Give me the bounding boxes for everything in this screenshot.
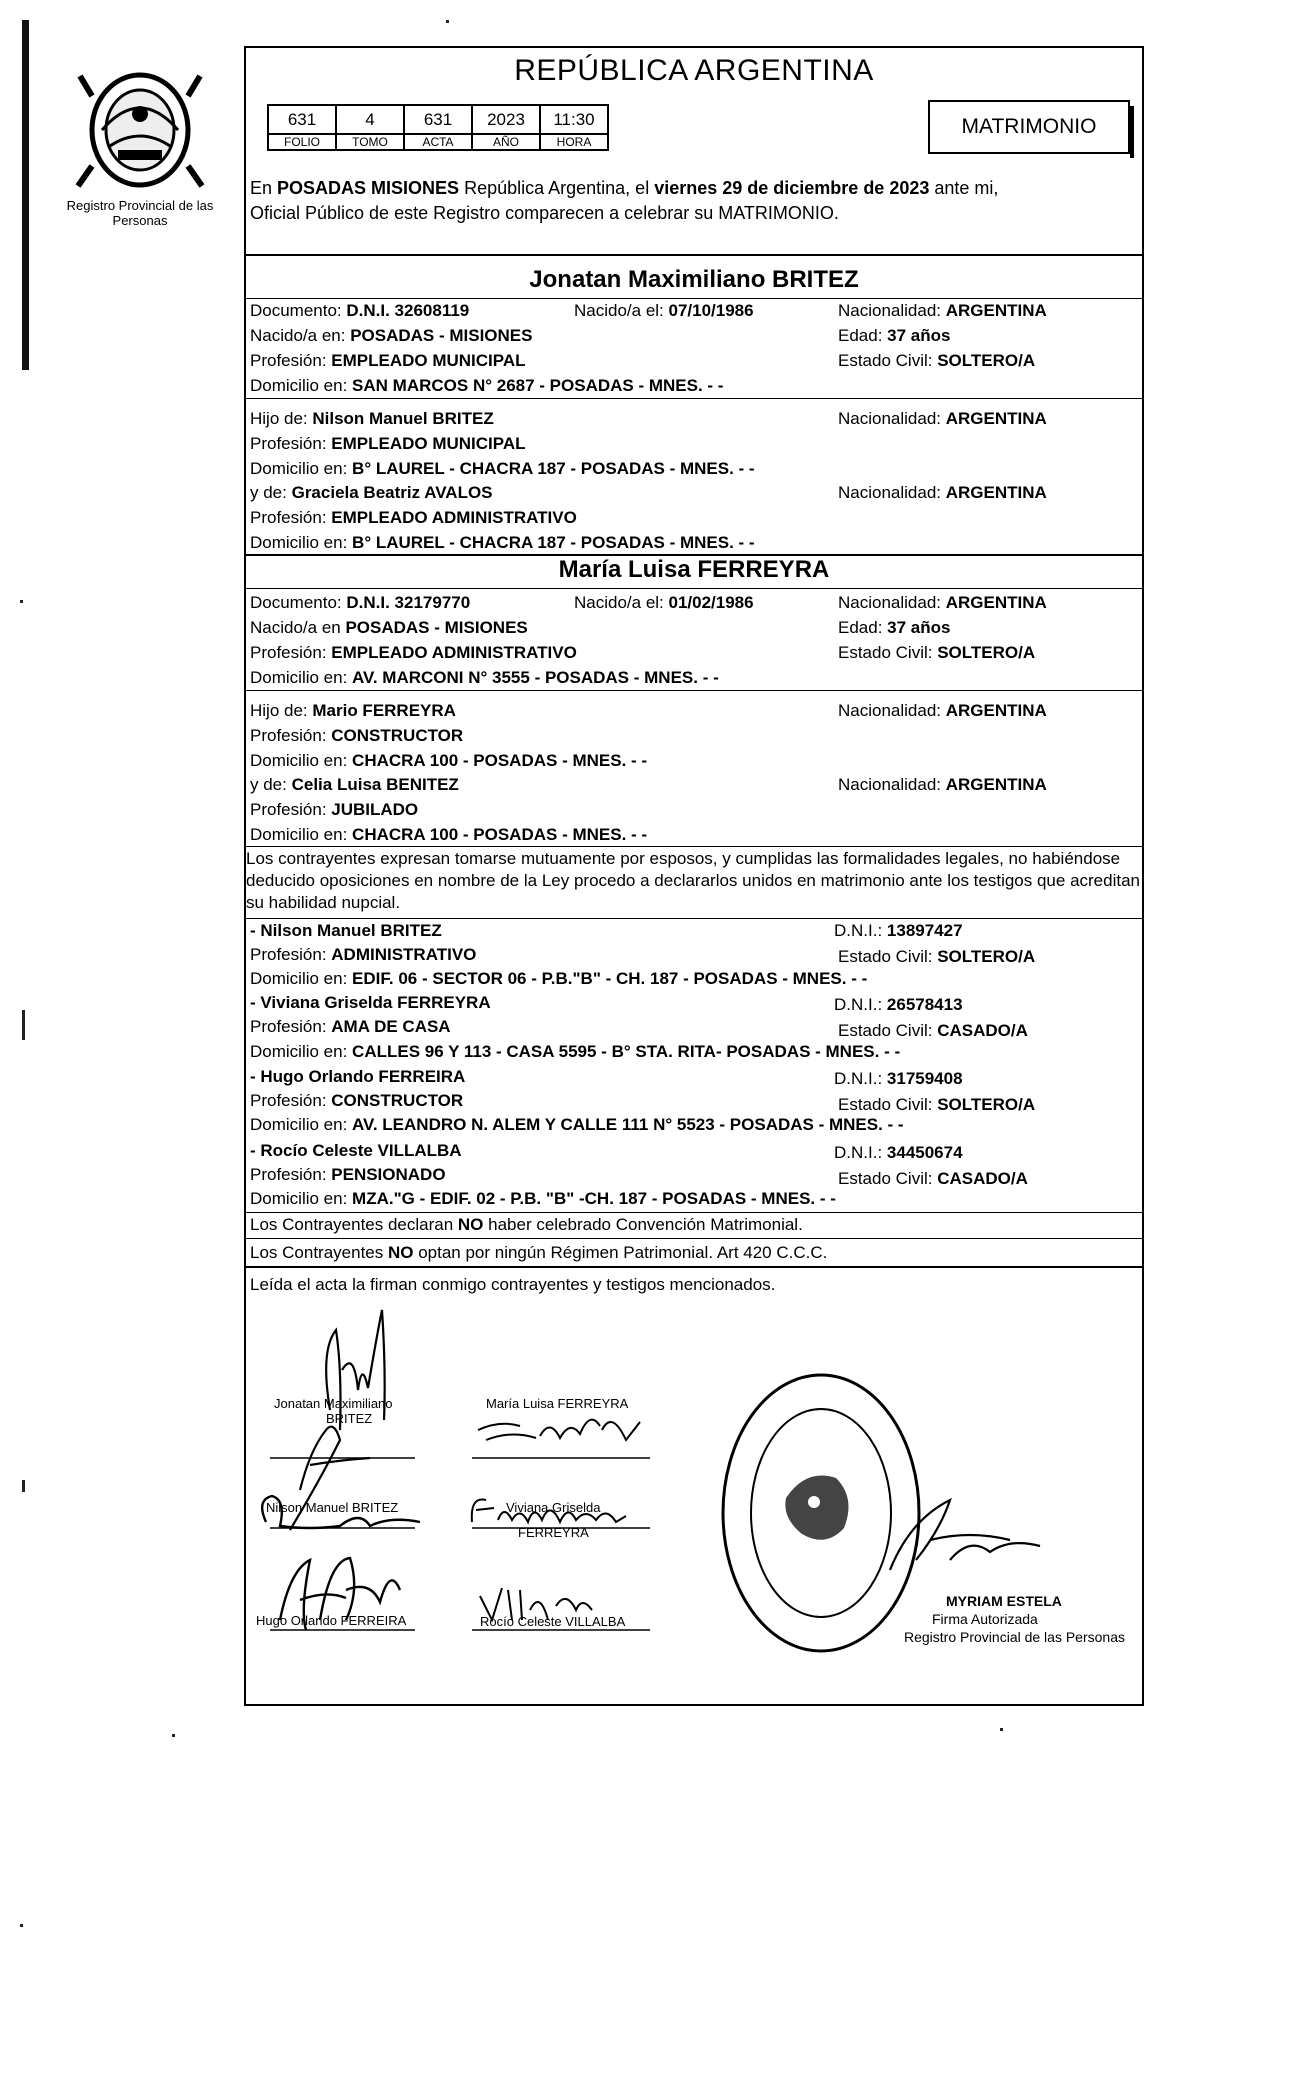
- hora-value: 11:30: [540, 105, 608, 134]
- witness3-civil-status: Estado Civil: SOLTERO/A: [838, 1095, 1036, 1114]
- scan-speck: [22, 1480, 25, 1492]
- witness2-civil-status: Estado Civil: CASADO/A: [838, 1021, 1028, 1040]
- divider: [244, 846, 1144, 847]
- spouse2-father: Hijo de: Mario FERREYRA: [250, 701, 456, 720]
- official-stamp-icon: [716, 1368, 926, 1658]
- spouse1-nationality: Nacionalidad: ARGENTINA: [838, 301, 1047, 320]
- spouse1-mother-nationality: Nacionalidad: ARGENTINA: [838, 483, 1047, 502]
- anio-label: AÑO: [472, 134, 540, 150]
- sig-label-hugo: Hugo Orlando FERREIRA: [256, 1613, 407, 1628]
- spouse1-father-profession: Profesión: EMPLEADO MUNICIPAL: [250, 434, 526, 453]
- spouse1-father-address: Domicilio en: B° LAUREL - CHACRA 187 - POSADAS - MNES. - -: [250, 459, 755, 478]
- acta-label: ACTA: [404, 134, 472, 150]
- scan-speck: [22, 1010, 25, 1040]
- divider: [244, 588, 1144, 589]
- divider: [244, 690, 1144, 691]
- spouse2-birthdate: Nacido/a el: 01/02/1986: [574, 593, 754, 612]
- sig-label-jonatan-2: BRITEZ: [326, 1411, 373, 1426]
- witness4-address: Domicilio en: MZA."G - EDIF. 02 - P.B. "B" -CH. 187 - POSADAS - MNES. - -: [250, 1189, 836, 1208]
- spouse1-mother-address: Domicilio en: B° LAUREL - CHACRA 187 - POSADAS - MNES. - -: [250, 533, 755, 552]
- regime-text: Los Contrayentes NO optan por ningún Régimen Patrimonial. Art 420 C.C.C.: [250, 1243, 828, 1262]
- witness1-address: Domicilio en: EDIF. 06 - SECTOR 06 - P.B."B" - CH. 187 - POSADAS - MNES. - -: [250, 969, 868, 988]
- folio-value: 631: [268, 105, 336, 134]
- divider: [244, 254, 1144, 256]
- spouse1-birthplace: Nacido/a en: POSADAS - MISIONES: [250, 326, 533, 345]
- spouse1-civil-status: Estado Civil: SOLTERO/A: [838, 351, 1036, 370]
- witness4-civil-status: Estado Civil: CASADO/A: [838, 1169, 1028, 1188]
- spouse1-age: Edad: 37 años: [838, 326, 951, 345]
- spouse2-father-profession: Profesión: CONSTRUCTOR: [250, 726, 464, 745]
- record-fields-table: [267, 104, 609, 151]
- sig-label-maria: María Luisa FERREYRA: [486, 1396, 629, 1411]
- scan-speck: [172, 1734, 175, 1737]
- divider: [244, 398, 1144, 399]
- divider: [244, 298, 1144, 299]
- spouse2-mother-address: Domicilio en: CHACRA 100 - POSADAS - MNES. - -: [250, 825, 648, 844]
- spouse2-profession: Profesión: EMPLEADO ADMINISTRATIVO: [250, 643, 577, 662]
- provincial-coat-of-arms-icon: [72, 66, 208, 196]
- witness2-profession: Profesión: AMA DE CASA: [250, 1017, 451, 1036]
- witness2-name: - Viviana Griselda FERREYRA: [250, 993, 491, 1012]
- spouse2-mother: y de: Celia Luisa BENITEZ: [250, 775, 459, 794]
- spouse1-father-nationality: Nacionalidad: ARGENTINA: [838, 409, 1047, 428]
- official-org: Registro Provincial de las Personas: [904, 1629, 1125, 1645]
- page-title: REPÚBLICA ARGENTINA: [514, 54, 874, 87]
- sig-label-viviana-2: FERREYRA: [518, 1525, 589, 1540]
- spouse1-birthdate: Nacido/a el: 07/10/1986: [574, 301, 754, 320]
- witness1-profession: Profesión: ADMINISTRATIVO: [250, 945, 477, 964]
- spouse2-birthplace: Nacido/a en POSADAS - MISIONES: [250, 618, 528, 637]
- witness1-civil-status: Estado Civil: SOLTERO/A: [838, 947, 1036, 966]
- hora-label: HORA: [540, 134, 608, 150]
- closing-text: Leída el acta la firman conmigo contrayentes y testigos mencionados.: [250, 1275, 776, 1294]
- convention-text: Los Contrayentes declaran NO haber celebrado Convención Matrimonial.: [250, 1215, 803, 1234]
- sig-label-viviana-1: Viviana Griselda: [506, 1500, 601, 1515]
- spouse2-age: Edad: 37 años: [838, 618, 951, 637]
- divider: [244, 1266, 1144, 1268]
- spouse1-father: Hijo de: Nilson Manuel BRITEZ: [250, 409, 494, 428]
- spouse2-document: Documento: D.N.I. 32179770: [250, 593, 471, 612]
- spouse2-mother-nationality: Nacionalidad: ARGENTINA: [838, 775, 1047, 794]
- witness3-address: Domicilio en: AV. LEANDRO N. ALEM Y CALLE 111 N° 5523 - POSADAS - MNES. - -: [250, 1115, 904, 1134]
- witness4-profession: Profesión: PENSIONADO: [250, 1165, 446, 1184]
- spouse2-address: Domicilio en: AV. MARCONI N° 3555 - POSADAS - MNES. - -: [250, 668, 719, 687]
- spouse1-address: Domicilio en: SAN MARCOS N° 2687 - POSADAS - MNES. - -: [250, 376, 724, 395]
- sig-label-jonatan-1: Jonatan Maximiliano: [274, 1396, 393, 1411]
- tomo-value: 4: [336, 105, 404, 134]
- spouse1-profession: Profesión: EMPLEADO MUNICIPAL: [250, 351, 526, 370]
- divider: [244, 918, 1144, 919]
- spouse1-document: Documento: D.N.I. 32608119: [250, 301, 470, 320]
- spouse2-name: María Luisa FERREYRA: [558, 556, 830, 583]
- witness3-dni: D.N.I.: 31759408: [834, 1069, 963, 1088]
- scan-speck: [1000, 1728, 1003, 1731]
- spouse1-mother: y de: Graciela Beatriz AVALOS: [250, 483, 493, 502]
- official-name: MYRIAM ESTELA: [946, 1593, 1062, 1609]
- scan-speck: [20, 600, 23, 603]
- spouse2-nationality: Nacionalidad: ARGENTINA: [838, 593, 1047, 612]
- acta-value: 631: [404, 105, 472, 134]
- spouse2-father-nationality: Nacionalidad: ARGENTINA: [838, 701, 1047, 720]
- witness2-dni: D.N.I.: 26578413: [834, 995, 963, 1014]
- spouse1-name: Jonatan Maximiliano BRITEZ: [529, 266, 859, 293]
- sig-label-rocio: Rocío Celeste VILLALBA: [480, 1614, 626, 1629]
- declaration-text: Los contrayentes expresan tomarse mutuamente por esposos, y cumplidas las formalidades legales, no habiéndose deducido oposiciones en nombre de la Ley procedo a declararlos unidos en matrimonio ante los testigos que acreditan su habilidad nupcial.: [246, 849, 1141, 912]
- sig-label-nilson: Nilson Manuel BRITEZ: [266, 1500, 399, 1515]
- spouse2-civil-status: Estado Civil: SOLTERO/A: [838, 643, 1036, 662]
- witness2-address: Domicilio en: CALLES 96 Y 113 - CASA 5595 - B° STA. RITA- POSADAS - MNES. - -: [250, 1042, 901, 1061]
- spouse2-mother-profession: Profesión: JUBILADO: [250, 800, 419, 819]
- spouse1-mother-profession: Profesión: EMPLEADO ADMINISTRATIVO: [250, 508, 577, 527]
- tomo-label: TOMO: [336, 134, 404, 150]
- signature-maria-icon: [478, 1420, 640, 1440]
- witness1-dni: D.N.I.: 13897427: [834, 921, 963, 940]
- intro-text: En POSADAS MISIONES República Argentina, el viernes 29 de diciembre de 2023 ante mi, Oficial Público de este Registro comparecen a celebrar su MATRIMONIO.: [250, 178, 999, 223]
- margin-bar: [22, 20, 29, 370]
- spouse2-father-address: Domicilio en: CHACRA 100 - POSADAS - MNES. - -: [250, 751, 648, 770]
- witness3-name: - Hugo Orlando FERREIRA: [250, 1067, 466, 1086]
- official-title: Firma Autorizada: [932, 1611, 1038, 1627]
- scan-speck: [20, 1924, 23, 1927]
- anio-value: 2023: [472, 105, 540, 134]
- witness4-name: - Rocío Celeste VILLALBA: [250, 1141, 462, 1160]
- divider: [244, 1238, 1144, 1239]
- act-type-box: MATRIMONIO: [928, 100, 1130, 154]
- scan-speck: [446, 20, 449, 23]
- divider: [244, 1212, 1144, 1213]
- witness3-profession: Profesión: CONSTRUCTOR: [250, 1091, 464, 1110]
- folio-label: FOLIO: [268, 134, 336, 150]
- witness4-dni: D.N.I.: 34450674: [834, 1143, 963, 1162]
- witness1-name: - Nilson Manuel BRITEZ: [250, 921, 442, 940]
- registry-caption: Registro Provincial de las Personas: [66, 198, 214, 228]
